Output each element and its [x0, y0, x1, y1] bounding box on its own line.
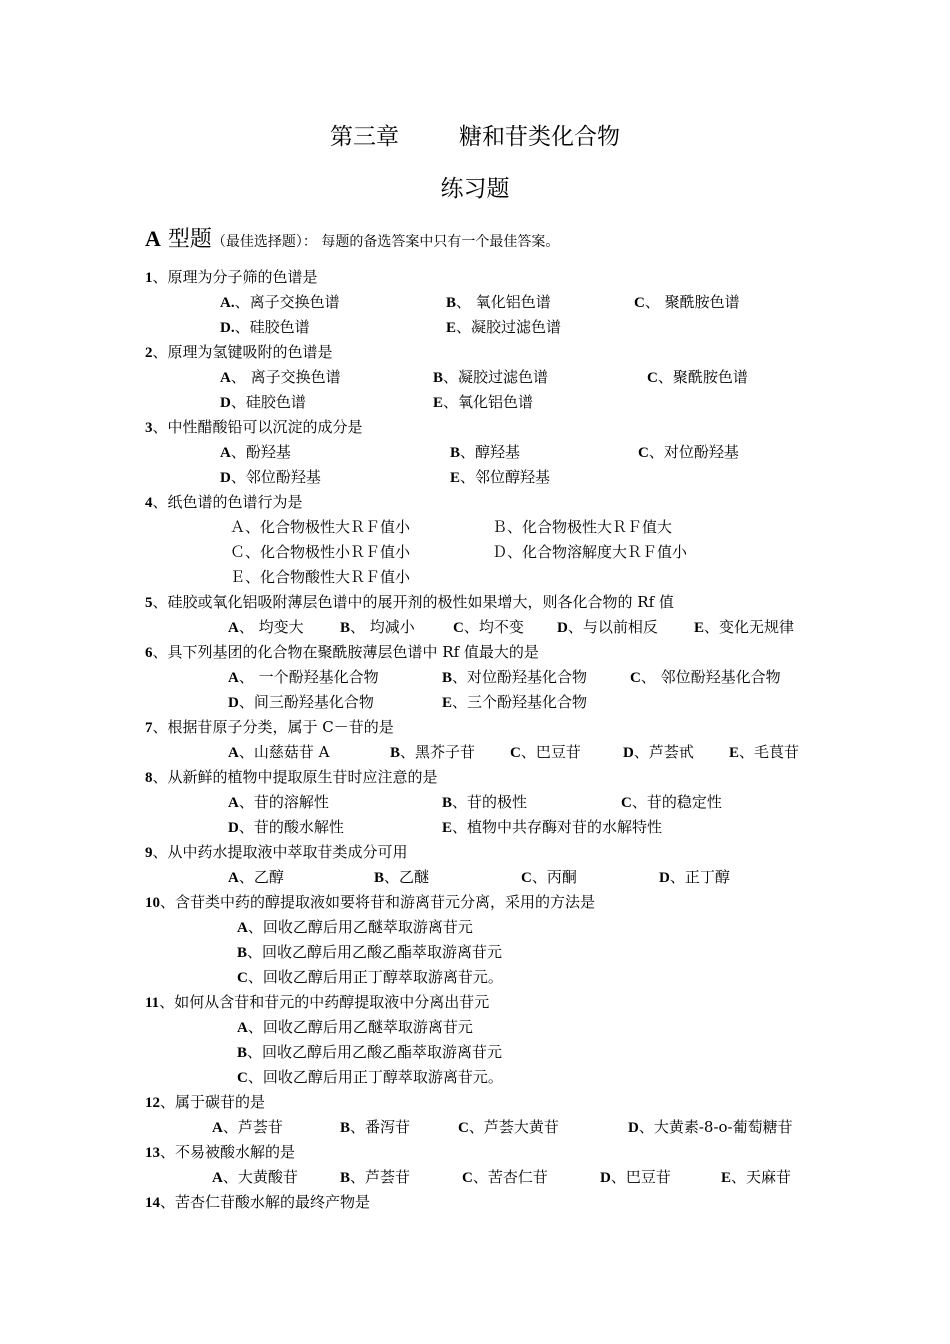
option-key: B	[237, 1045, 248, 1061]
answer-option	[374, 867, 429, 888]
question-number: 8	[145, 770, 153, 786]
answer-option	[453, 617, 524, 638]
question-number: 13	[145, 1145, 160, 1161]
option-key: E	[446, 320, 457, 336]
option-key: C	[458, 1120, 469, 1136]
answer-option	[228, 692, 374, 713]
question-number: 6	[145, 645, 153, 661]
option-text: 、氧化铝色谱	[443, 393, 534, 411]
answer-option	[492, 542, 687, 562]
option-text: 、对位酚羟基化合物	[452, 668, 588, 686]
question-number: 4	[145, 495, 153, 511]
option-text: Ｂ、化合物极性大ＲＦ值大	[492, 518, 673, 536]
option-key: D	[557, 620, 568, 636]
answer-option	[647, 367, 748, 388]
option-text: 、 离子交换色谱	[230, 368, 341, 386]
option-key: C	[638, 445, 649, 461]
option-text: 、巴豆苷	[520, 743, 581, 761]
option-text: 、黑芥子苷	[400, 743, 476, 761]
option-text: 、芦荟甙	[633, 743, 694, 761]
option-key: C	[453, 620, 464, 636]
chapter-title: 糖和苷类化合物	[459, 124, 620, 150]
question-stem	[145, 767, 438, 788]
answer-option	[340, 617, 415, 638]
question-stem	[145, 492, 303, 513]
answer-option	[458, 1117, 559, 1138]
question-text: 、具下列基团的化合物在聚酰胺薄层色谱中 Rf 值最大的是	[152, 643, 539, 661]
question-number: 1	[145, 270, 153, 286]
option-key: D	[220, 395, 231, 411]
question-text: 、原理为氢键吸附的色谱是	[152, 343, 333, 361]
option-text: 、 聚酰胺色谱	[644, 293, 740, 311]
question-text: 、原理为分子筛的色谱是	[152, 268, 318, 286]
answer-option	[557, 617, 658, 638]
option-text: Ａ、化合物极性大ＲＦ值小	[230, 518, 411, 536]
answer-option	[390, 742, 475, 763]
option-key: A	[228, 670, 239, 686]
option-key: D	[228, 820, 239, 836]
answer-option	[230, 517, 410, 537]
answer-option	[450, 467, 550, 488]
option-key: D	[220, 470, 231, 486]
option-key: A	[228, 745, 239, 761]
question-stem	[145, 592, 674, 613]
option-text: 、对位酚羟基	[648, 443, 739, 461]
answer-option	[237, 917, 473, 938]
option-text: 、回收乙醇后用乙醚萃取游离苷元	[247, 918, 473, 936]
option-text: 、番泻苷	[350, 1118, 411, 1136]
answer-option	[721, 1167, 791, 1188]
option-text: 、回收乙醇后用正丁醇萃取游离苷元。	[247, 968, 503, 986]
option-text: 、与以前相反	[567, 618, 658, 636]
option-key: D	[600, 1170, 611, 1186]
chapter-number: 第三章	[330, 124, 399, 150]
option-text: 、丙酮	[531, 868, 577, 886]
question-number: 7	[145, 720, 153, 736]
option-key: E	[442, 695, 453, 711]
option-text: 、苷的极性	[452, 793, 528, 811]
answer-option	[659, 867, 730, 888]
option-text: 、邻位醇羟基	[460, 468, 551, 486]
answer-option	[638, 442, 739, 463]
option-text: 、硅胶色谱	[234, 318, 310, 336]
option-text: 、变化无规律	[704, 618, 795, 636]
option-text: 、邻位酚羟基	[230, 468, 321, 486]
option-text: Ｅ、化合物酸性大ＲＦ值小	[230, 568, 411, 586]
question-stem	[145, 342, 333, 363]
chapter-heading	[0, 118, 950, 151]
answer-option	[220, 317, 310, 338]
option-key: B	[446, 295, 457, 311]
question-number: 5	[145, 595, 153, 611]
answer-option	[446, 317, 561, 338]
option-text: 、大黄酸苷	[222, 1168, 298, 1186]
option-text: 、苷的酸水解性	[238, 818, 344, 836]
option-text: 、回收乙醇后用乙醚萃取游离苷元	[247, 1018, 473, 1036]
answer-option	[628, 1117, 793, 1138]
question-stem	[145, 892, 595, 913]
question-text: 、不易被酸水解的是	[160, 1143, 296, 1161]
question-text: 、苦杏仁苷酸水解的最终产物是	[160, 1193, 371, 1211]
option-text: 、硅胶色谱	[230, 393, 306, 411]
option-key: E	[729, 745, 740, 761]
option-key: A	[237, 1020, 248, 1036]
question-number: 3	[145, 420, 153, 436]
answer-option	[212, 1167, 298, 1188]
section-heading	[145, 222, 559, 253]
question-text: 、中性醋酸铅可以沉淀的成分是	[152, 418, 363, 436]
answer-option	[340, 1167, 410, 1188]
option-text: 、芦荟苷	[350, 1168, 411, 1186]
option-key: B	[442, 795, 453, 811]
option-text: Ｄ、化合物溶解度大ＲＦ值小	[492, 543, 688, 561]
option-text: 、乙醇	[238, 868, 284, 886]
option-key: C	[647, 370, 658, 386]
answer-option	[433, 367, 548, 388]
question-stem	[145, 1192, 370, 1213]
question-stem	[145, 717, 394, 738]
option-text: 、 均变大	[238, 618, 304, 636]
option-key: A.	[220, 295, 235, 311]
option-text: 、大黄素-8-o-葡萄糖苷	[638, 1118, 793, 1136]
answer-option	[220, 442, 291, 463]
answer-option	[228, 817, 344, 838]
answer-option	[212, 1117, 283, 1138]
option-key: E	[442, 820, 453, 836]
option-key: B	[340, 620, 351, 636]
option-key: E	[694, 620, 705, 636]
question-text: 、从新鲜的植物中提取原生苷时应注意的是	[152, 768, 438, 786]
option-text: 、山慈菇苷 A	[238, 743, 330, 761]
question-number: 14	[145, 1195, 160, 1211]
question-stem	[145, 1142, 295, 1163]
answer-option	[220, 367, 341, 388]
option-key: C	[521, 870, 532, 886]
option-key: E	[450, 470, 461, 486]
option-key: A	[212, 1120, 223, 1136]
option-text: Ｃ、化合物极性小ＲＦ值小	[230, 543, 411, 561]
question-stem	[145, 642, 539, 663]
option-text: 、 邻位酚羟基化合物	[640, 668, 781, 686]
option-key: B	[374, 870, 385, 886]
answer-option	[442, 667, 587, 688]
answer-option	[623, 742, 694, 763]
option-key: C	[237, 970, 248, 986]
option-text: 、天麻苷	[731, 1168, 792, 1186]
option-key: B	[340, 1120, 351, 1136]
question-number: 9	[145, 845, 153, 861]
answer-option	[729, 742, 799, 763]
answer-option	[230, 567, 410, 587]
option-text: 、正丁醇	[669, 868, 730, 886]
answer-option	[521, 867, 577, 888]
answer-option	[220, 392, 306, 413]
option-key: B	[433, 370, 444, 386]
option-key: B	[442, 670, 453, 686]
question-stem	[145, 417, 363, 438]
answer-option	[220, 467, 321, 488]
answer-option	[634, 292, 740, 313]
option-key: B	[340, 1170, 351, 1186]
option-text: 、均不变	[463, 618, 524, 636]
option-key: C	[237, 1070, 248, 1086]
answer-option	[442, 692, 587, 713]
answer-option	[600, 1167, 671, 1188]
answer-option	[446, 292, 551, 313]
option-text: 、乙醚	[384, 868, 430, 886]
exercise-subtitle: 练习题	[440, 176, 510, 202]
option-key: B	[237, 945, 248, 961]
question-number: 11	[145, 995, 160, 1011]
option-text: 、苷的稳定性	[631, 793, 722, 811]
question-text: 、如何从含苷和苷元的中药醇提取液中分离出苷元	[159, 993, 490, 1011]
question-number: 10	[145, 895, 160, 911]
section-note: （最佳选择题）： 每题的备选答案中只有一个最佳答案。	[211, 234, 560, 250]
option-text: 、酚羟基	[230, 443, 291, 461]
option-text: 、 一个酚羟基化合物	[238, 668, 379, 686]
option-key: A	[220, 445, 231, 461]
option-text: 、回收乙醇后用正丁醇萃取游离苷元。	[247, 1068, 503, 1086]
question-stem	[145, 842, 408, 863]
answer-option	[228, 617, 304, 638]
answer-option	[694, 617, 794, 638]
answer-option	[442, 817, 662, 838]
answer-option	[228, 742, 329, 763]
question-stem	[145, 267, 318, 288]
option-text: 、植物中共存酶对苷的水解特性	[452, 818, 663, 836]
question-text: 、根据苷原子分类，属于 C－苷的是	[152, 718, 394, 736]
answer-option	[228, 867, 284, 888]
option-key: A	[228, 870, 239, 886]
option-key: A	[212, 1170, 223, 1186]
option-key: D	[659, 870, 670, 886]
option-text: 、回收乙醇后用乙酸乙酯萃取游离苷元	[247, 1043, 503, 1061]
section-label: 型题	[167, 227, 212, 252]
option-text: 、 均减小	[350, 618, 415, 636]
option-key: B	[450, 445, 461, 461]
option-key: D	[228, 695, 239, 711]
option-text: 、聚酰胺色谱	[657, 368, 748, 386]
answer-option	[630, 667, 781, 688]
option-key: B	[390, 745, 401, 761]
answer-option	[621, 792, 722, 813]
question-text: 、含苷类中药的醇提取液如要将苷和游离苷元分离，采用的方法是	[160, 893, 596, 911]
option-text: 、毛茛苷	[739, 743, 800, 761]
answer-option	[237, 1042, 502, 1063]
question-stem	[145, 1092, 265, 1113]
option-key: E	[721, 1170, 732, 1186]
option-text: 、醇羟基	[460, 443, 521, 461]
option-key: C	[630, 670, 641, 686]
answer-option	[220, 292, 340, 313]
option-key: A	[228, 795, 239, 811]
option-key: C	[634, 295, 645, 311]
question-text: 、纸色谱的色谱行为是	[152, 493, 303, 511]
option-key: D.	[220, 320, 235, 336]
answer-option	[510, 742, 581, 763]
answer-option	[228, 792, 329, 813]
option-key: C	[621, 795, 632, 811]
option-text: 、苷的溶解性	[238, 793, 329, 811]
option-text: 、间三酚羟基化合物	[238, 693, 374, 711]
option-key: A	[220, 370, 231, 386]
option-text: 、三个酚羟基化合物	[452, 693, 588, 711]
answer-option	[237, 1017, 473, 1038]
option-text: 、凝胶过滤色谱	[443, 368, 549, 386]
question-text: 、硅胶或氧化铝吸附薄层色谱中的展开剂的极性如果增大，则各化合物的 Rf 值	[152, 593, 674, 611]
answer-option	[492, 517, 672, 537]
question-number: 2	[145, 345, 153, 361]
question-text: 、属于碳苷的是	[160, 1093, 266, 1111]
answer-option	[228, 667, 379, 688]
question-stem	[145, 992, 489, 1013]
option-text: 、芦荟苷	[222, 1118, 283, 1136]
question-number: 12	[145, 1095, 160, 1111]
answer-option	[230, 542, 410, 562]
option-text: 、离子交换色谱	[234, 293, 340, 311]
option-key: C	[462, 1170, 473, 1186]
option-text: 、巴豆苷	[610, 1168, 671, 1186]
option-key: E	[433, 395, 444, 411]
option-text: 、苦杏仁苷	[472, 1168, 548, 1186]
answer-option	[237, 942, 502, 963]
answer-option	[462, 1167, 548, 1188]
answer-option	[340, 1117, 410, 1138]
option-key: A	[228, 620, 239, 636]
answer-option	[450, 442, 520, 463]
option-key: A	[237, 920, 248, 936]
answer-option	[433, 392, 533, 413]
option-text: 、凝胶过滤色谱	[456, 318, 562, 336]
answer-option	[442, 792, 527, 813]
answer-option	[237, 1067, 503, 1088]
option-text: 、回收乙醇后用乙酸乙酯萃取游离苷元	[247, 943, 503, 961]
option-key: C	[510, 745, 521, 761]
option-text: 、 氧化铝色谱	[456, 293, 551, 311]
question-text: 、从中药水提取液中萃取苷类成分可用	[152, 843, 408, 861]
section-letter: A	[145, 226, 161, 251]
option-key: D	[623, 745, 634, 761]
answer-option	[237, 967, 503, 988]
option-text: 、芦荟大黄苷	[468, 1118, 559, 1136]
option-key: D	[628, 1120, 639, 1136]
